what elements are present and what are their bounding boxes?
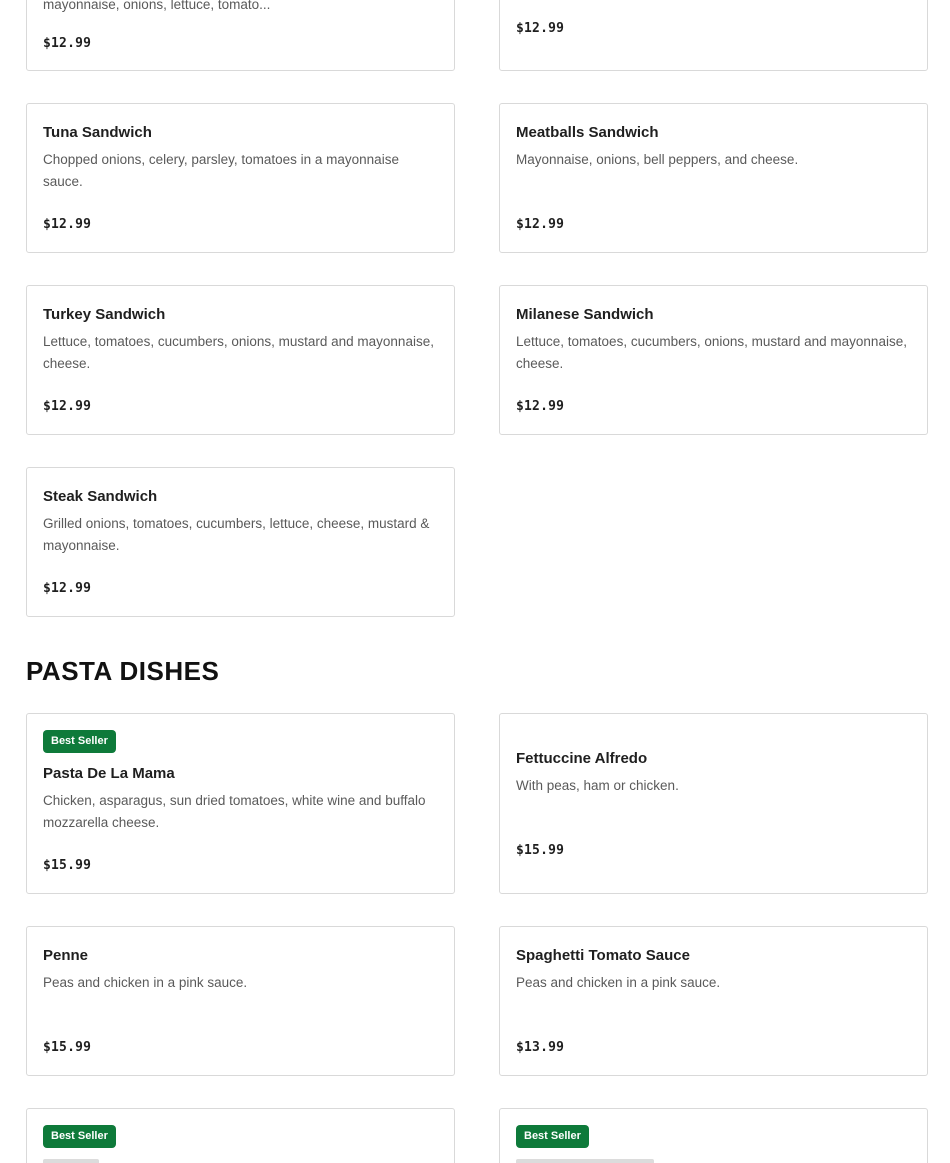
item-description: Lettuce, tomatoes, cucumbers, onions, mustard and mayonnaise, cheese.: [43, 334, 434, 371]
item-name: Tuna Sandwich: [43, 124, 152, 141]
item-name: Milanese Sandwich: [516, 306, 654, 323]
item-name: Penne: [43, 947, 89, 964]
item-price: $12.99: [43, 581, 92, 596]
item-price: $12.99: [516, 21, 565, 36]
item-name-partial: [43, 1159, 99, 1163]
item-description: mayonnaise, onions, lettuce, tomato...: [43, 0, 271, 12]
item-price: $13.99: [516, 1040, 565, 1055]
menu-item-card[interactable]: [26, 467, 455, 617]
menu-item-card[interactable]: [26, 1108, 455, 1163]
item-name-partial: [516, 1159, 654, 1163]
item-name: Fettuccine Alfredo: [516, 750, 648, 767]
item-price: $15.99: [43, 1040, 92, 1055]
item-price: $12.99: [516, 399, 565, 414]
item-description: With peas, ham or chicken.: [516, 778, 679, 793]
menu-item-card[interactable]: [499, 926, 928, 1076]
menu-item-card[interactable]: [26, 0, 455, 71]
menu-item-card[interactable]: [499, 1108, 928, 1163]
menu-item-card[interactable]: [26, 926, 455, 1076]
menu-item-card[interactable]: [26, 285, 455, 435]
best-seller-badge: Best Seller: [43, 1125, 116, 1148]
item-name: Pasta De La Mama: [43, 765, 175, 782]
item-description: Peas and chicken in a pink sauce.: [516, 975, 721, 990]
item-price: $12.99: [43, 217, 92, 232]
item-name: Spaghetti Tomato Sauce: [516, 947, 690, 964]
item-price: $15.99: [516, 843, 565, 858]
best-seller-badge: Best Seller: [43, 730, 116, 753]
item-name: Turkey Sandwich: [43, 306, 166, 323]
menu-item-card[interactable]: [499, 713, 928, 894]
item-description: Chopped onions, celery, parsley, tomatoes in a mayonnaise sauce.: [43, 152, 399, 189]
menu-item-card[interactable]: [26, 713, 455, 894]
item-description: Mayonnaise, onions, bell peppers, and cheese.: [516, 152, 799, 167]
item-description: Grilled onions, tomatoes, cucumbers, lettuce, cheese, mustard & mayonnaise.: [43, 516, 430, 553]
item-description: Peas and chicken in a pink sauce.: [43, 975, 248, 990]
best-seller-badge: Best Seller: [516, 1125, 589, 1148]
item-price: $12.99: [43, 399, 92, 414]
menu-item-card[interactable]: [499, 285, 928, 435]
item-name: Steak Sandwich: [43, 488, 158, 505]
item-price: $12.99: [516, 217, 565, 232]
menu-item-card[interactable]: [499, 0, 928, 71]
item-name: Meatballs Sandwich: [516, 124, 659, 141]
menu-item-card[interactable]: [26, 103, 455, 253]
item-price: $12.99: [43, 36, 92, 51]
section-title: PASTA DISHES: [26, 656, 220, 686]
item-description: Lettuce, tomatoes, cucumbers, onions, mustard and mayonnaise, cheese.: [516, 334, 907, 371]
item-description: Chicken, asparagus, sun dried tomatoes, white wine and buffalo mozzarella cheese.: [43, 793, 426, 830]
menu-item-card[interactable]: [499, 103, 928, 253]
item-price: $15.99: [43, 858, 92, 873]
